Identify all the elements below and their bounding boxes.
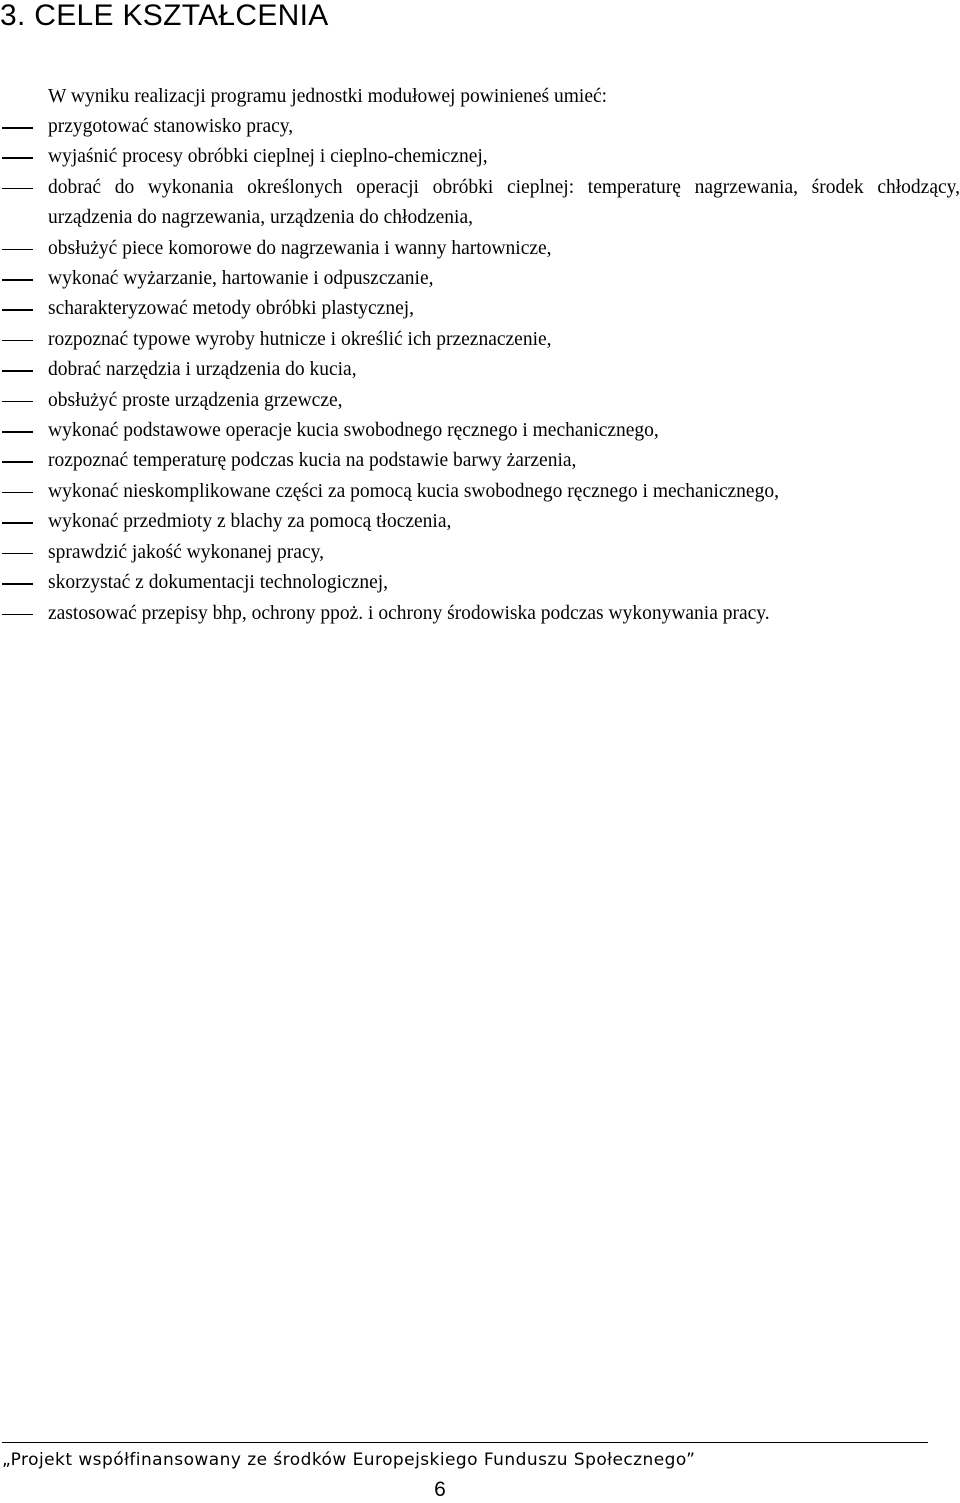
list-item xyxy=(0,386,960,416)
list-item xyxy=(0,538,960,568)
dash-bullet xyxy=(2,279,33,281)
list-item xyxy=(0,416,960,446)
list-item-text: skorzystać z dokumentacji technologicznej, xyxy=(48,572,389,594)
dash-bullet xyxy=(2,249,33,251)
dash-bullet xyxy=(2,370,33,372)
list-item-text: obsłużyć piece komorowe do nagrzewania i wanny hartownicze, xyxy=(48,237,552,259)
list-item-text: scharakteryzować metody obróbki plastycznej, xyxy=(48,298,415,320)
list-item-text: przygotować stanowisko pracy, xyxy=(48,116,294,137)
list-item-text: dobrać do wykonania określonych operacji obróbki cieplnej: temperaturę nagrzewania, środek chłodzący, urządzenia do nagrzewania, urządzenia do chłodzenia, xyxy=(48,176,960,229)
list-item-text: rozpoznać typowe wyroby hutnicze i określić ich przeznaczenie, xyxy=(48,328,552,350)
list-item xyxy=(0,173,960,234)
dash-bullet xyxy=(2,401,33,403)
dash-bullet xyxy=(2,340,33,342)
objectives-list xyxy=(0,112,960,629)
list-item xyxy=(0,507,960,537)
list-item xyxy=(0,294,960,324)
dash-bullet xyxy=(2,522,33,524)
list-item xyxy=(0,477,960,507)
list-item-text: obsłużyć proste urządzenia grzewcze, xyxy=(48,389,343,411)
list-item-text: zastosować przepisy bhp, ochrony ppoż. i ochrony środowiska podczas wykonywania pracy. xyxy=(48,602,770,624)
dash-bullet xyxy=(2,157,33,159)
page-number: 6 xyxy=(434,1478,446,1501)
list-item-text: wyjaśnić procesy obróbki cieplnej i cieplno-chemicznej, xyxy=(48,146,488,168)
dash-bullet xyxy=(2,614,33,616)
dash-bullet xyxy=(2,127,33,129)
list-item-text: wykonać wyżarzanie, hartowanie i odpuszczanie, xyxy=(48,268,434,290)
list-item xyxy=(0,112,960,142)
list-item xyxy=(0,446,960,476)
dash-bullet xyxy=(2,461,33,463)
dash-bullet xyxy=(2,309,33,311)
page-title: 3. CELE KSZTAŁCENIA xyxy=(0,0,329,32)
list-item xyxy=(0,325,960,355)
footer-divider xyxy=(2,1442,928,1443)
list-item-text: wykonać nieskomplikowane części za pomocą kucia swobodnego ręcznego i mechanicznego, xyxy=(48,480,779,502)
list-item-text: wykonać przedmioty z blachy za pomocą tłoczenia, xyxy=(48,511,452,533)
list-item xyxy=(0,264,960,294)
dash-bullet xyxy=(2,583,33,585)
list-item xyxy=(0,142,960,172)
list-item xyxy=(0,599,960,629)
dash-bullet xyxy=(2,431,33,433)
dash-bullet xyxy=(2,188,33,190)
list-item xyxy=(0,355,960,385)
list-item-text: sprawdzić jakość wykonanej pracy, xyxy=(48,541,324,563)
list-item-text: dobrać narzędzia i urządzenia do kucia, xyxy=(48,359,357,381)
dash-bullet xyxy=(2,492,33,494)
list-item-text: wykonać podstawowe operacje kucia swobodnego ręcznego i mechanicznego, xyxy=(48,420,659,442)
intro-text: W wyniku realizacji programu jednostki modułowej powinieneś umieć: xyxy=(48,86,608,107)
list-item xyxy=(0,234,960,264)
list-item-text: rozpoznać temperaturę podczas kucia na podstawie barwy żarzenia, xyxy=(48,450,577,472)
footer-text: „Projekt współfinansowany ze środków Europejskiego Funduszu Społecznego” xyxy=(2,1450,696,1470)
list-item xyxy=(0,568,960,598)
dash-bullet xyxy=(2,553,33,555)
